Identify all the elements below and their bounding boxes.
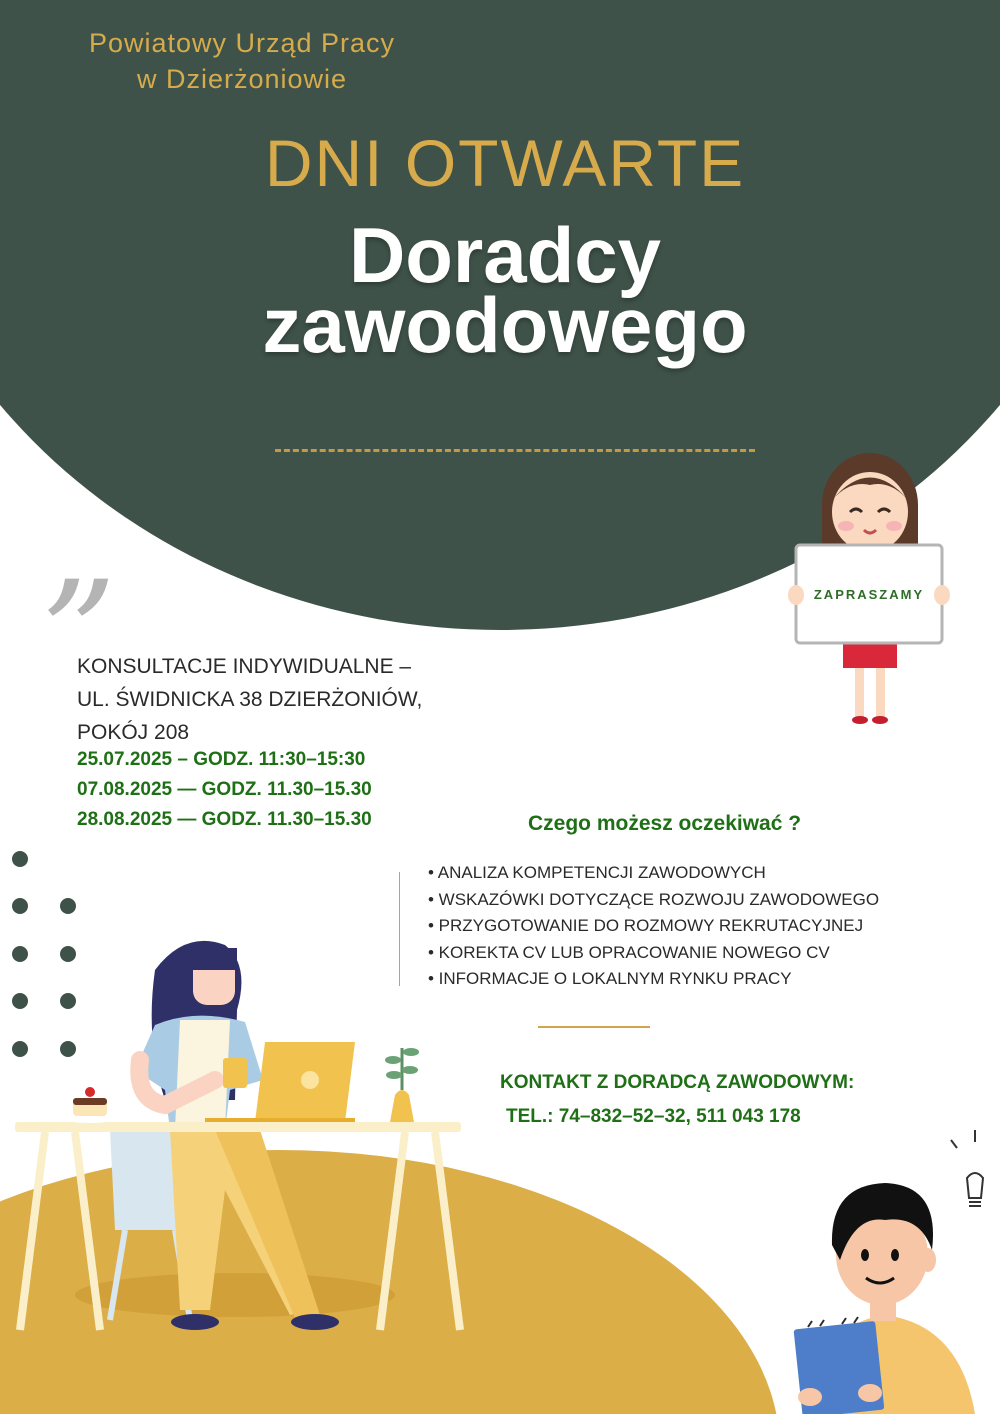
list-item: • PRZYGOTOWANIE DO ROZMOWY REKRUTACYJNEJ bbox=[428, 916, 864, 935]
consultation-dates bbox=[77, 745, 372, 835]
dot bbox=[60, 898, 76, 914]
dot bbox=[12, 898, 28, 914]
woman-laptop-illustration bbox=[15, 930, 465, 1350]
list-item: • WSKAZÓWKI DOTYCZĄCE ROZWOJU ZAWODOWEGO bbox=[428, 889, 880, 909]
date-item: 25.07.2025 – GODZ. 11:30–15:30 bbox=[77, 749, 366, 770]
office-name bbox=[32, 25, 452, 97]
page-subtitle bbox=[0, 211, 1000, 369]
subtitle-line1: Doradcy bbox=[348, 211, 662, 299]
consultation-address bbox=[77, 650, 422, 749]
contact-title: KONTAKT Z DORADCĄ ZAWODOWYM: bbox=[500, 1072, 855, 1093]
subtitle-line2: zawodowego bbox=[262, 281, 748, 369]
contact-block bbox=[500, 1066, 854, 1134]
date-item: 28.08.2025 — GODZ. 11.30–15.30 bbox=[77, 809, 372, 830]
address-line2: UL. ŚWIDNICKA 38 DZIERŻONIÓW, bbox=[77, 688, 423, 711]
list-item: • ANALIZA KOMPETENCJI ZAWODOWYCH bbox=[428, 863, 766, 882]
address-line1: KONSULTACJE INDYWIDUALNE – bbox=[77, 655, 412, 678]
quote-icon: ” bbox=[40, 550, 117, 724]
expect-list bbox=[428, 860, 879, 993]
date-item: 07.08.2025 — GODZ. 11.30–15.30 bbox=[77, 779, 372, 800]
address-line3: POKÓJ 208 bbox=[77, 721, 190, 744]
woman-sign-illustration bbox=[780, 450, 960, 730]
expect-title: Czego możesz oczekiwać ? bbox=[528, 812, 802, 835]
divider-line bbox=[538, 1026, 650, 1028]
dot bbox=[12, 851, 28, 867]
sign-text: ZAPRASZAMY bbox=[813, 587, 925, 602]
page-title: DNI OTWARTE bbox=[264, 126, 746, 200]
contact-phone: TEL.: 74–832–52–32, 511 043 178 bbox=[506, 1106, 801, 1127]
decorative-dashed-line bbox=[275, 449, 755, 452]
boy-notebook-illustration bbox=[790, 1175, 985, 1414]
list-item: • KOREKTA CV LUB OPRACOWANIE NOWEGO CV bbox=[428, 942, 830, 962]
office-name-line1: Powiatowy Urząd Pracy bbox=[88, 28, 396, 58]
office-name-line2: w Dzierżoniowie bbox=[136, 64, 348, 94]
list-item: • INFORMACJE O LOKALNYM RYNKU PRACY bbox=[428, 969, 792, 988]
